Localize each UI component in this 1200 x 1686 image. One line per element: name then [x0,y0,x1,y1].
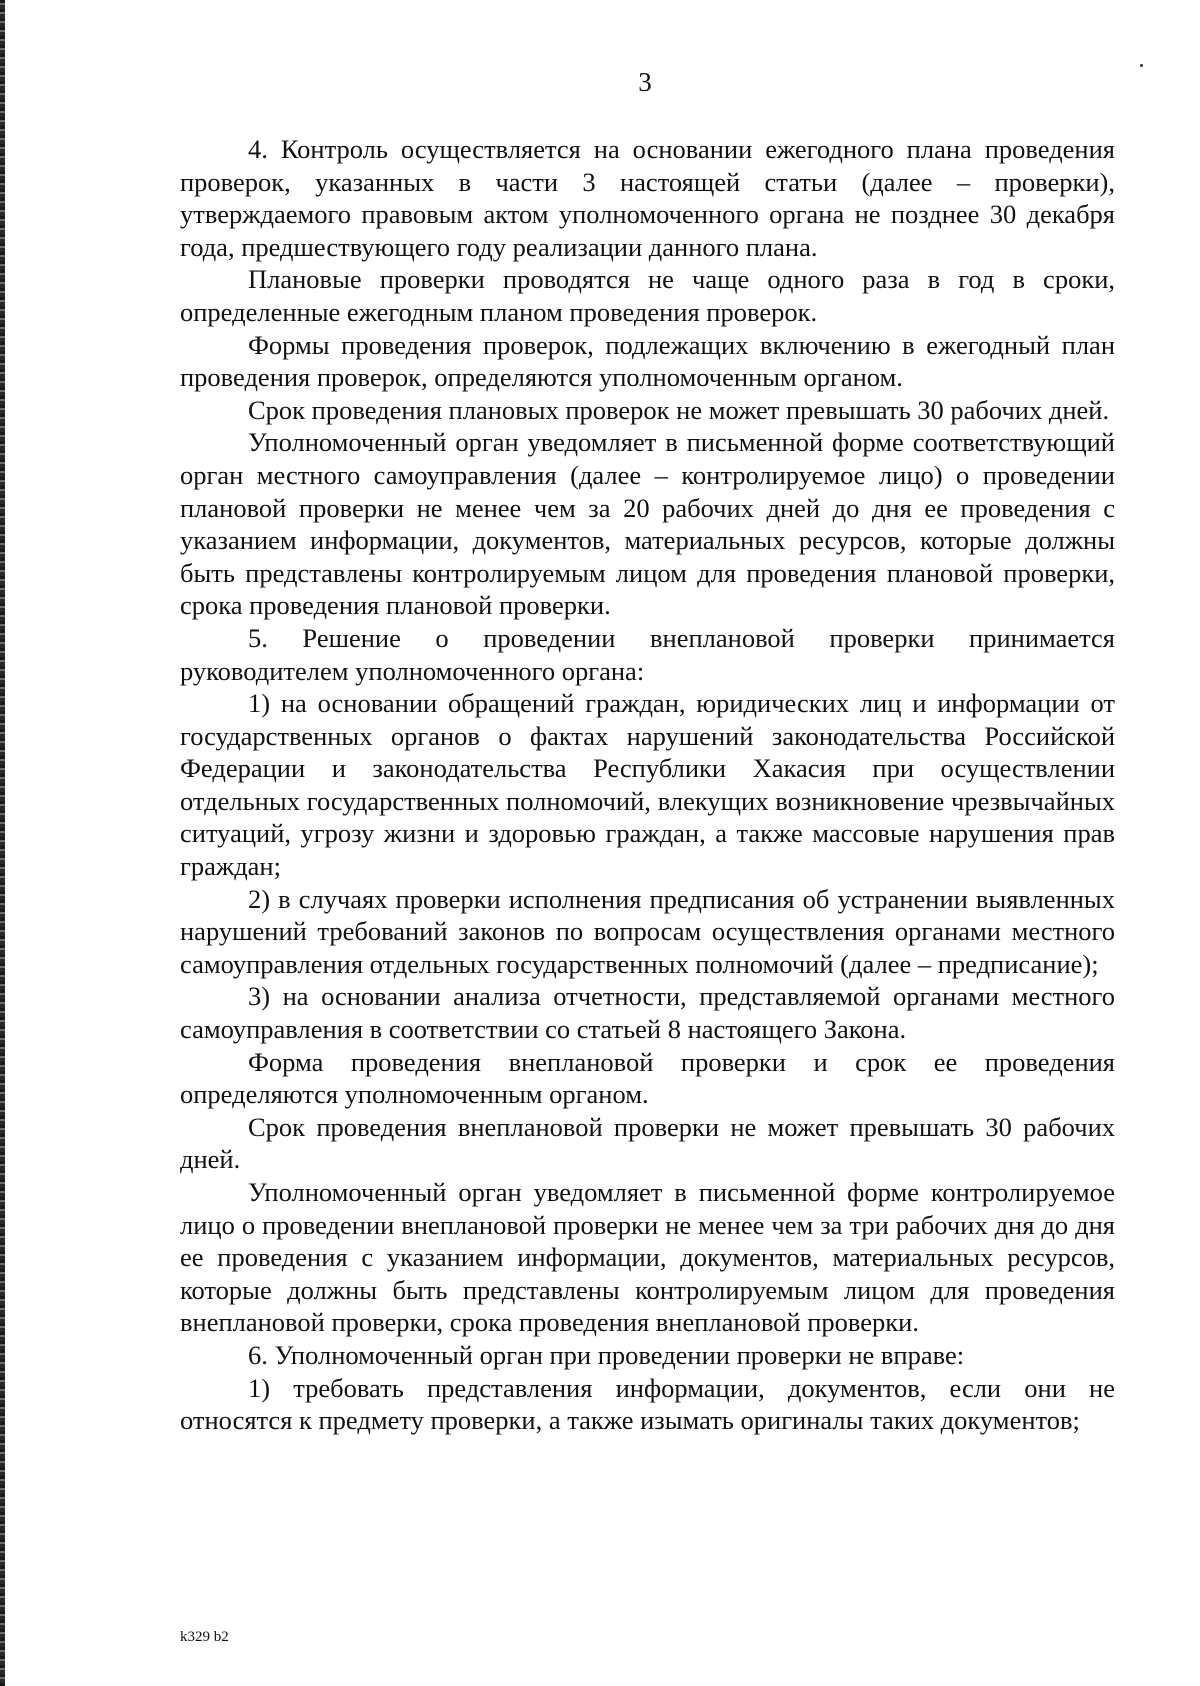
paragraph: Уполномоченный орган уведомляет в письменной форме контролируемое лицо о проведении внеплановой проверки не менее чем за три рабочих дня до дня ее проведения с указанием информации, документов, материальных ресурсов, которые должны быть представлены контролируемым лицом для проведения внеплановой проверки, срока проведения внеплановой проверки. [180,1177,1115,1338]
document-body [180,133,1115,1437]
paragraph: Формы проведения проверок, подлежащих включению в ежегодный план проведения проверок, определяются уполномоченным органом. [180,329,1115,393]
paragraph: Форма проведения внеплановой проверки и срок ее проведения определяются уполномоченным органом. [180,1046,1115,1110]
paragraph: Срок проведения плановых проверок не может превышать 30 рабочих дней. [248,394,1110,425]
paragraph: 1) требовать представления информации, документов, если они не относятся к предмету проверки, а также изымать оригиналы таких документов; [180,1372,1115,1436]
paragraph: 4. Контроль осуществляется на основании ежегодного плана проведения проверок, указанных в части 3 настоящей статьи (далее – проверки), утверждаемого правовым актом уполномоченного органа не позднее 30 декабря года, предшествующего году реализации данного плана. [180,134,1115,262]
paragraph: 5. Решение о проведении внеплановой проверки принимается руководителем уполномоченного органа: [180,622,1115,686]
document-code: k329 b2 [180,1629,229,1645]
paragraph: 6. Уполномоченный орган при проведении проверки не вправе: [248,1339,965,1370]
paragraph: Плановые проверки проводятся не чаще одного раза в год в сроки, определенные ежегодным планом проведения проверок. [180,264,1115,327]
paragraph: Срок проведения внеплановой проверки не может превышать 30 рабочих дней. [180,1111,1115,1175]
paragraph: 2) в случаях проверки исполнения предписания об устранении выявленных нарушений требований законов по вопросам осуществления органами местного самоуправления отдельных государственных полномочий (далее – предписание); [180,883,1115,979]
page-number: 3 [638,67,652,97]
scan-edge [0,0,5,1686]
paragraph: 3) на основании анализа отчетности, представляемой органами местного самоуправления в соответствии со статьей 8 настоящего Закона. [180,981,1115,1045]
paragraph: Уполномоченный орган уведомляет в письменной форме соответствующий орган местного самоуправления (далее – контролируемое лицо) о проведении плановой проверки не менее чем за 20 рабочих дней до дня ее проведения с указанием информации, документов, материальных ресурсов, которые должны быть представлены контролируемым лицом для проведения плановой проверки, срока проведения плановой проверки. [180,427,1115,621]
paragraph: 1) на основании обращений граждан, юридических лиц и информации от государственных органов о фактах нарушений законодательства Российской Федерации и законодательства Республики Хакасия при осуществлении отдельных государственных полномочий, влекущих возникновение чрезвычайных ситуаций, угрозу жизни и здоровью граждан, а также массовые нарушения прав граждан; [180,688,1115,882]
